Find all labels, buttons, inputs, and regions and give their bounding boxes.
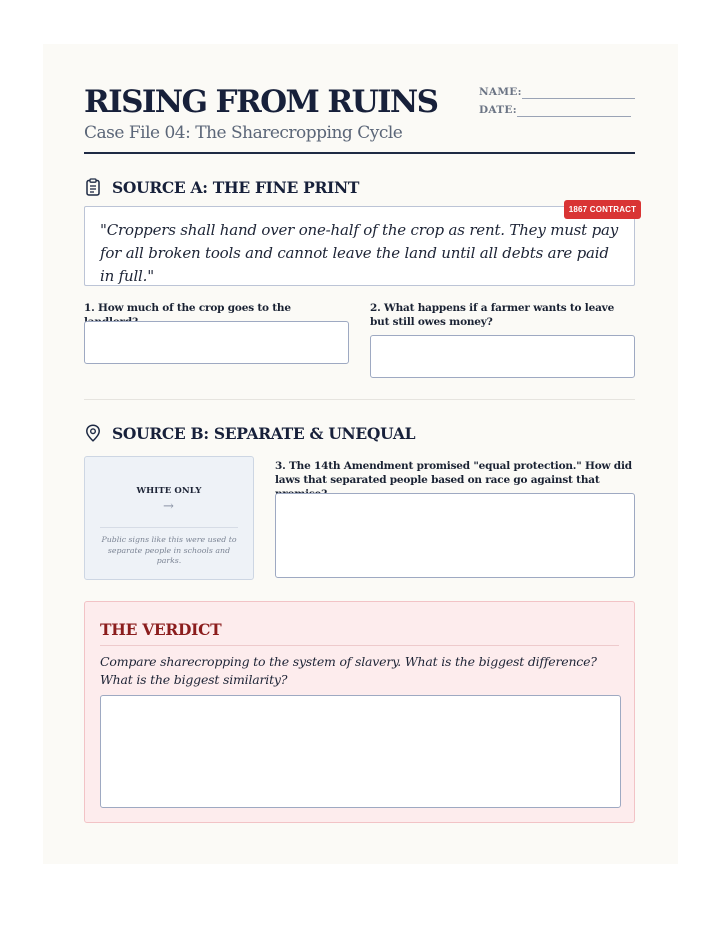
contract-badge: 1867 CONTRACT [564,200,641,219]
page-subtitle: Case File 04: The Sharecropping Cycle [84,123,403,143]
date-label: DATE: [479,104,517,116]
question-3-answer-box[interactable] [275,493,635,578]
sign-text: WHITE ONLY [136,486,202,496]
question-2-label: 2. What happens if a farmer wants to leave but still owes money? [370,302,615,328]
verdict-heading: THE VERDICT [100,620,222,639]
contract-quote: "Croppers shall hand over one-half of the crop as rent. They must pay for all broken tools and cannot leave the land until all debts are paid in full." [100,221,618,285]
worksheet-page [43,44,678,864]
sign-divider [100,527,238,528]
arrow-right-icon: → [163,499,174,514]
question-2-answer-box[interactable] [370,335,635,378]
verdict-panel [84,601,635,823]
name-label: NAME: [479,86,522,98]
section-divider [84,399,635,400]
date-field[interactable] [517,116,631,117]
question-1-answer-box[interactable] [84,321,349,364]
map-pin-icon [85,424,101,442]
verdict-answer-box[interactable] [100,695,621,808]
source-b-heading: SOURCE B: SEPARATE & UNEQUAL [112,424,416,443]
question-3-label: 3. The 14th Amendment promised "equal protection." How did laws that separated people based on race go against that [275,460,632,486]
sign-caption: Public signs like this were used to separate people in schools and parks. [101,535,237,565]
name-field[interactable] [522,98,635,99]
question-1-label: 1. How much of the crop goes to the [84,302,291,314]
segregation-sign-card [84,456,254,580]
clipboard-icon [85,178,101,196]
verdict-divider [100,645,619,646]
contract-quote-box [84,206,635,286]
page-title: RISING FROM RUINS [84,84,438,120]
source-a-heading: SOURCE A: THE FINE PRINT [112,178,360,197]
header-divider [84,152,635,154]
verdict-prompt: Compare sharecropping to the system of slavery. What is the biggest difference? What is the biggest similarity? [100,654,597,687]
